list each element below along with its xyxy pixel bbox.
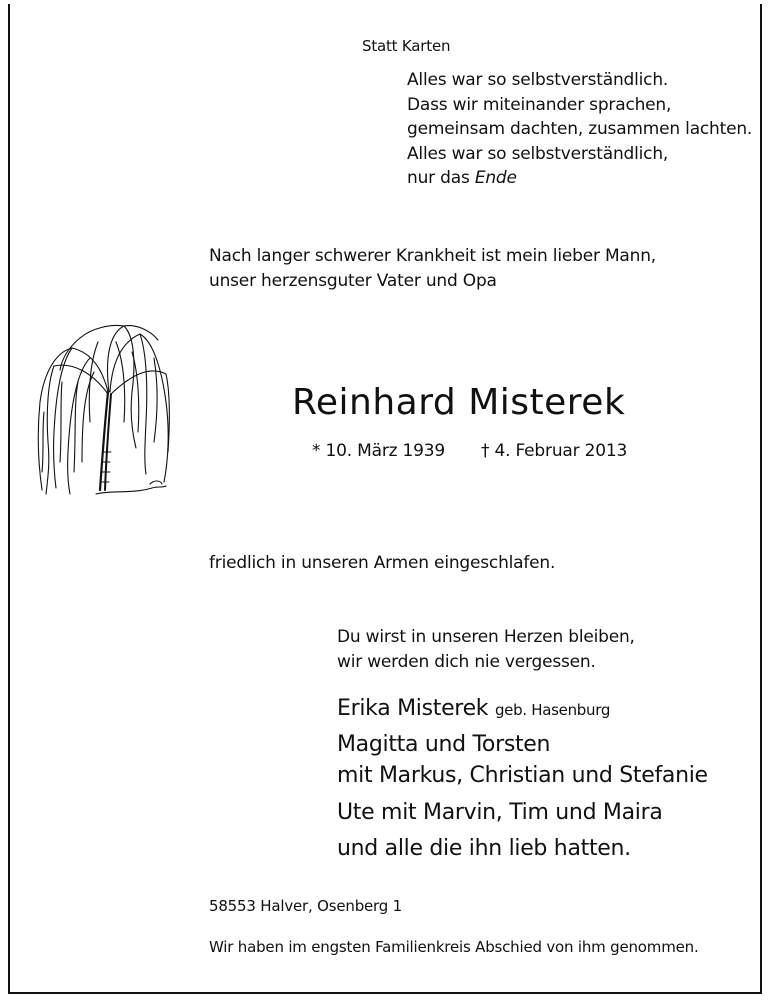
deceased-name: Reinhard Misterek	[292, 382, 626, 423]
statt-karten: Statt Karten	[362, 37, 451, 55]
poem	[407, 68, 752, 191]
poem-line-1: Alles war so selbstverständlich.	[407, 70, 669, 90]
family-wife	[337, 696, 610, 721]
intro-line-2: unser herzensguter Vater und Opa	[209, 270, 497, 291]
family-line-2: Magitta und Torsten	[337, 732, 551, 757]
poem-line-5-italic: Ende	[474, 168, 517, 188]
poem-line-2: Dass wir miteinander sprachen,	[407, 94, 672, 115]
remember-line-2: wir werden dich nie vergessen.	[337, 651, 596, 672]
wife-name: Erika Misterek	[337, 696, 489, 721]
family-line-4: Ute mit Marvin, Tim und Maira	[337, 800, 663, 825]
willow-tree-icon	[32, 322, 172, 500]
passing-text: friedlich in unseren Armen eingeschlafen.	[209, 553, 556, 573]
family-line-5: und alle die ihn lieb hatten.	[337, 836, 631, 861]
birth-date: * 10. März 1939	[312, 441, 446, 461]
poem-line-4: Alles war so selbstverständlich,	[407, 143, 669, 164]
poem-line-3: gemeinsam dachten, zusammen lachten.	[407, 119, 753, 139]
poem-line-5-prefix: nur das	[407, 168, 475, 188]
remember	[337, 625, 635, 674]
closing-text: Wir haben im engsten Familienkreis Abschied von ihm genommen.	[209, 938, 699, 956]
intro-line-1: Nach langer schwerer Krankheit ist mein lieber Mann,	[209, 246, 656, 266]
death-date: † 4. Februar 2013	[481, 441, 628, 461]
family-line-3: mit Markus, Christian und Stefanie	[337, 763, 708, 788]
address: 58553 Halver, Osenberg 1	[209, 897, 402, 915]
intro	[209, 244, 656, 293]
poem-line-5	[407, 166, 752, 191]
remember-line-1: Du wirst in unseren Herzen bleiben,	[337, 627, 635, 647]
wife-geb: geb. Hasenburg	[494, 701, 611, 719]
